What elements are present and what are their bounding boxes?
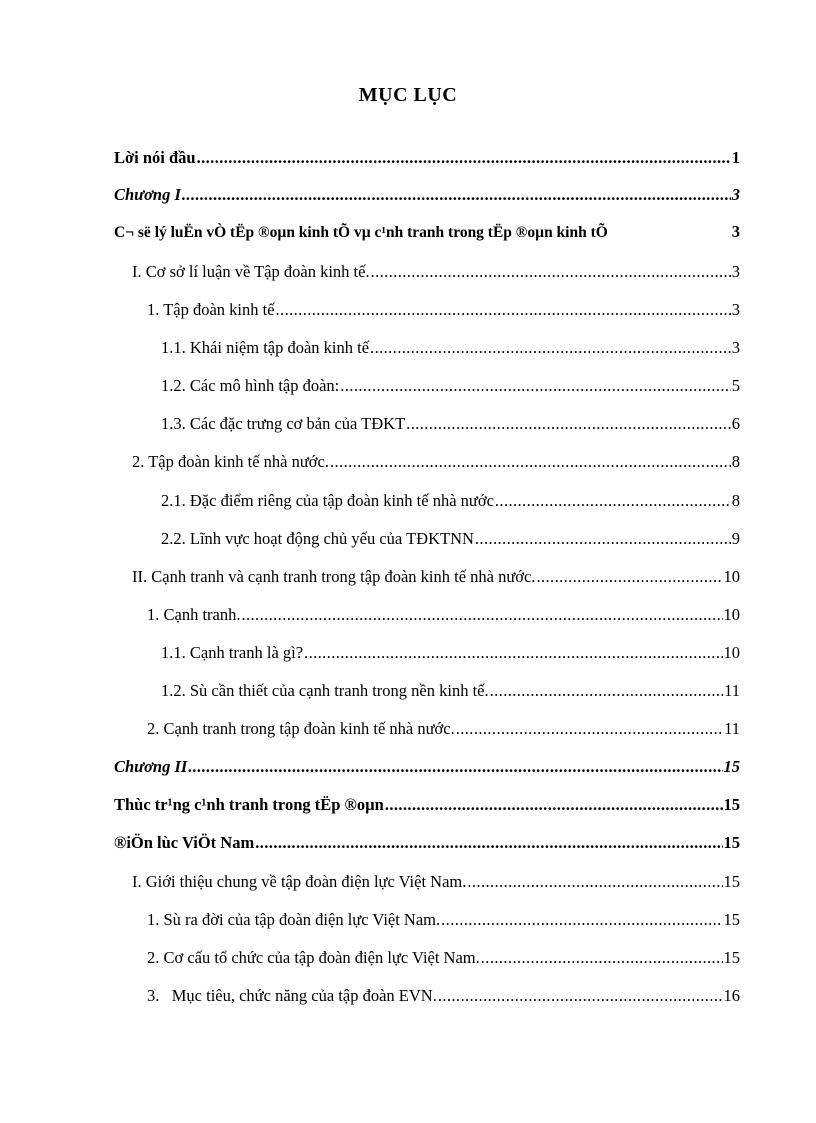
toc-entry: [132, 567, 740, 587]
toc-entry-page: 3: [731, 222, 740, 241]
toc-entry-page: 5: [731, 376, 740, 395]
toc-leader-dots: [475, 529, 731, 549]
toc-entry-page: 11: [724, 681, 740, 700]
toc-entry: [114, 833, 740, 853]
toc-entry: [147, 605, 740, 625]
toc-entry-page: 15: [723, 757, 740, 776]
toc-entry-label: ®iÖn lùc ViÖt Nam: [114, 833, 255, 852]
toc-entry-page: 10: [723, 605, 740, 624]
toc-entry: [114, 148, 740, 168]
toc-entry-page: 8: [731, 452, 740, 471]
toc-leader-dots: [340, 376, 730, 396]
toc-entry-page: 9: [731, 529, 740, 548]
toc-leader-dots: [330, 452, 731, 472]
toc-entry-page: 11: [724, 719, 740, 738]
toc-entry: [161, 643, 740, 663]
toc-leader-dots: [490, 681, 723, 701]
toc-entry-page: 15: [723, 910, 740, 929]
toc-entry-page: 15: [723, 872, 740, 891]
toc-leader-dots: [385, 795, 723, 815]
toc-entry: [132, 452, 740, 472]
toc-leader-dots: [467, 872, 722, 892]
toc-entry: [161, 338, 740, 358]
toc-entry-label: 2. Tập đoàn kinh tế nhà nước.: [132, 452, 329, 471]
toc-entry: [147, 910, 740, 930]
toc-entry: [161, 376, 740, 396]
toc-entry-label: 1.3. Các đặc trưng cơ bản của TĐKT: [161, 414, 406, 433]
toc-entry: [161, 414, 740, 434]
toc-entry-label: 1. Tập đoàn kinh tế: [147, 300, 275, 319]
toc-leader-dots: [182, 185, 731, 205]
toc-entry: [132, 262, 740, 282]
toc-entry-label: C¬ së lý luËn vÒ tËp ®oµn kinh tÕ vµ c¹nh tranh trong tËp ®oµn kinh tÕ: [114, 224, 608, 241]
toc-entry: [161, 529, 740, 549]
toc-entry-label: 1. Sù ra đời của tập đoàn điện lực Việt Nam.: [147, 910, 441, 929]
toc-entry-page: 16: [723, 986, 740, 1005]
toc-title: MỤC LỤC: [358, 84, 458, 106]
toc-entry-page: 15: [723, 795, 740, 814]
toc-entry: [132, 872, 740, 892]
toc-entry-page: 8: [731, 491, 740, 510]
toc-entry: [147, 300, 740, 320]
toc-entry: [114, 222, 740, 243]
toc-leader-dots: [481, 948, 723, 968]
toc-entry-label: 2.2. Lĩnh vực hoạt động chủ yếu của TĐKTNN: [161, 529, 474, 548]
toc-entry-label: 1. Cạnh tranh.: [147, 605, 241, 624]
toc-entry-page: 1: [731, 148, 740, 167]
toc-entry-label: II. Cạnh tranh và cạnh tranh trong tập đoàn kinh tế nhà nước.: [132, 567, 536, 586]
toc-entry: [161, 681, 740, 701]
toc-entry: [114, 185, 740, 205]
toc-entry-page: 10: [723, 567, 740, 586]
toc-entry-label: 2.1. Đặc điểm riêng của tập đoàn kinh tế nhà nước: [161, 491, 494, 510]
toc-entry: [114, 757, 740, 777]
toc-entry: [147, 948, 740, 968]
toc-leader-dots: [370, 338, 731, 358]
toc-entry-page: 6: [731, 414, 740, 433]
toc-leader-dots: [241, 605, 722, 625]
toc-leader-dots: [495, 491, 731, 511]
toc-leader-dots: [255, 833, 722, 853]
toc-entry-label: 2. Cơ cấu tổ chức của tập đoàn điện lực Việt Nam.: [147, 948, 480, 967]
toc-leader-dots: [304, 643, 722, 663]
toc-entry-label: 1.1. Cạnh tranh là gì?: [161, 643, 304, 662]
toc-entry-label: Thùc tr¹ng c¹nh tranh trong tËp ®oµn: [114, 795, 384, 814]
toc-entry-page: 3: [731, 338, 740, 357]
toc-leader-dots: [441, 910, 722, 930]
toc-entry-page: 3: [731, 300, 740, 319]
toc-entry-page: 15: [723, 948, 740, 967]
toc-entry-page: 3: [731, 262, 740, 281]
toc-entry: [147, 986, 740, 1006]
toc-leader-dots: [406, 414, 731, 434]
toc-entry-page: 10: [723, 643, 740, 662]
toc-entry: [114, 795, 740, 815]
toc-entry-label: 1.2. Các mô hình tập đoàn:: [161, 376, 340, 395]
toc-leader-dots: [536, 567, 722, 587]
toc-entry-label: Lời nói đầu: [114, 148, 196, 167]
toc-entry-label: 3. Mục tiêu, chức năng của tập đoàn EVN.: [147, 986, 437, 1005]
toc-entry-page: 3: [731, 185, 740, 204]
toc-entry: [147, 719, 740, 739]
toc-entry-page: 15: [723, 833, 740, 852]
toc-entry-label: 1.2. Sù cần thiết của cạnh tranh trong nền kinh tế.: [161, 681, 489, 700]
toc-entry-label: I. Giới thiệu chung về tập đoàn điện lực Việt Nam.: [132, 872, 467, 891]
toc-leader-dots: [371, 262, 731, 282]
toc-leader-dots: [276, 300, 731, 320]
toc-entry-label: Chương I: [114, 185, 181, 204]
toc-leader-dots: [188, 757, 722, 777]
toc-leader-dots: [438, 986, 723, 1006]
toc-entry-label: 1.1. Khái niệm tập đoàn kinh tế: [161, 338, 370, 357]
toc-entry-label: I. Cơ sở lí luận về Tập đoàn kinh tế.: [132, 262, 370, 281]
toc-entry: [161, 491, 740, 511]
toc-leader-dots: [456, 719, 723, 739]
toc-leader-dots: [197, 148, 731, 168]
toc-entry-label: 2. Cạnh tranh trong tập đoàn kinh tế nhà nước.: [147, 719, 455, 738]
toc-entry-label: Chương II: [114, 757, 188, 776]
